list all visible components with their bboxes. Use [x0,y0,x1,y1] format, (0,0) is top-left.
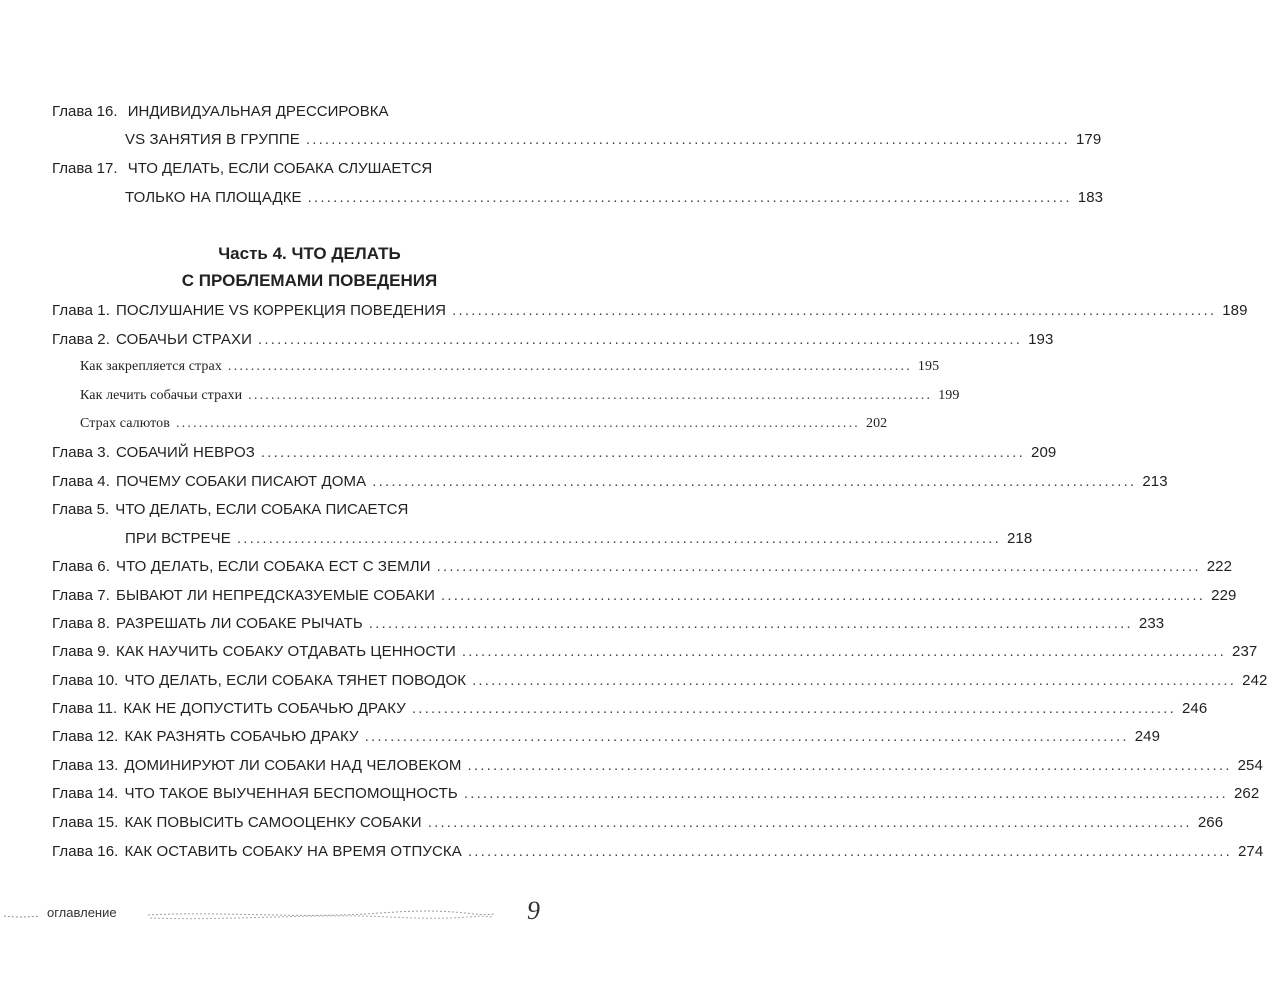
page-number: 213 [1142,473,1168,490]
chapter-label: Глава 16. [52,103,118,120]
chapter-label: Глава 7. [52,587,110,604]
toc-entry[interactable] [52,615,1165,637]
toc-entry[interactable] [52,757,1263,779]
page-number: 222 [1206,558,1233,575]
leader-dots: ........................................................................................................................ [260,444,1025,461]
chapter-label: Глава 13. [52,757,119,774]
toc-entry[interactable] [52,587,1237,609]
chapter-title: ЧТО ТАКОЕ ВЫУЧЕННАЯ БЕСПОМОЩНОСТЬ [124,785,458,802]
toc-subentry[interactable] [80,359,940,381]
subsection-title: Как лечить собачьи страхи [80,388,243,403]
toc-entry[interactable] [52,843,1264,865]
page-number: 183 [1077,189,1104,206]
chapter-title: КАК ПОВЫСИТЬ САМООЦЕНКУ СОБАКИ [124,814,422,831]
page-number: 242 [1242,672,1268,689]
page-number: 246 [1181,700,1208,717]
chapter-label: Глава 12. [52,728,119,745]
chapter-title: ЧТО ДЕЛАТЬ, ЕСЛИ СОБАКА ЕСТ С ЗЕМЛИ [116,558,431,575]
subsection-title: Страх салютов [80,416,170,431]
toc-entry-ch16-line1[interactable] [52,103,388,120]
leader-dots: ........................................................................................................................ [175,416,860,431]
page-number: 237 [1232,643,1258,660]
leader-dots: ........................................................................................................................ [236,530,1001,547]
chapter-label: Глава 14. [52,785,119,802]
chapter-title: ЧТО ДЕЛАТЬ, ЕСЛИ СОБАКА ТЯНЕТ ПОВОДОК [124,672,467,689]
leader-dots: ........................................................................................................................ [305,131,1070,148]
leader-dots: ........................................................................................................................ [411,700,1176,717]
toc-entry[interactable] [52,558,1233,580]
page-number: 189 [1222,302,1248,319]
toc-entry[interactable] [52,785,1260,807]
leader-dots: ........................................................................................................................ [452,302,1217,319]
leader-dots: ........................................................................................................................ [248,388,933,403]
page-number: 229 [1211,587,1237,604]
toc-entry-line1[interactable] [52,501,408,518]
page-number: 195 [917,359,940,374]
leader-dots: ........................................................................................................................ [258,331,1023,348]
chapter-label: Глава 15. [52,814,119,831]
toc-entry[interactable] [52,672,1268,694]
chapter-label: Глава 4. [52,473,110,490]
chapter-label: Глава 5. [52,501,110,518]
leader-dots: ........................................................................................................................ [463,785,1228,802]
leader-dots: ........................................................................................................................ [227,359,912,374]
toc-entry[interactable] [52,331,1054,353]
leader-dots: ........................................................................................................................ [307,189,1072,206]
chapter-label: Глава 3. [52,444,110,461]
chapter-label: Глава 2. [52,331,110,348]
chapter-label: Глава 8. [52,615,110,632]
chapter-title: ИНДИВИДУАЛЬНАЯ ДРЕССИРОВКА [127,103,389,120]
toc-entry-ch17-line2[interactable] [125,189,1104,211]
toc-entry[interactable] [52,643,1258,665]
chapter-title: РАЗРЕШАТЬ ЛИ СОБАКЕ РЫЧАТЬ [116,615,363,632]
leader-dots: ........................................................................................................................ [467,843,1232,860]
leader-dots: ........................................................................................................................ [467,757,1232,774]
toc-entry-ch16-line2[interactable] [125,131,1102,153]
chapter-title: ПОЧЕМУ СОБАКИ ПИСАЮТ ДОМА [116,473,367,490]
leader-dots: ........................................................................................................................ [372,473,1137,490]
leader-dots: ........................................................................................................................ [427,814,1192,831]
chapter-title: КАК ОСТАВИТЬ СОБАКУ НА ВРЕМЯ ОТПУСКА [124,843,462,860]
chapter-label: Глава 6. [52,558,110,575]
subsection-title: Как закрепляется страх [80,359,222,374]
chapter-title-continued: ПРИ ВСТРЕЧЕ [125,530,231,547]
chapter-title: БЫВАЮТ ЛИ НЕПРЕДСКАЗУЕМЫЕ СОБАКИ [116,587,436,604]
toc-subentry[interactable] [80,416,888,438]
leader-dots: ........................................................................................................................ [441,587,1206,604]
chapter-title-continued: ТОЛЬКО НА ПЛОЩАДКЕ [125,189,302,206]
toc-entry[interactable] [52,473,1168,495]
chapter-label: Глава 9. [52,643,110,660]
page-number: 202 [865,416,888,431]
toc-subentry[interactable] [80,388,960,410]
chapter-label: Глава 1. [52,302,110,319]
page-number: 266 [1197,814,1224,831]
page-number: 209 [1031,444,1057,461]
chapter-label: Глава 11. [52,700,118,717]
chapter-title: СОБАЧИЙ НЕВРОЗ [116,444,255,461]
toc-entry-line2[interactable] [125,530,1033,552]
chapter-title-continued: VS ЗАНЯТИЯ В ГРУППЕ [125,131,300,148]
leader-dots: ........................................................................................................................ [436,558,1201,575]
page-number: 233 [1138,615,1165,632]
chapter-title: ЧТО ДЕЛАТЬ, ЕСЛИ СОБАКА ПИСАЕТСЯ [115,501,409,518]
chapter-title: ДОМИНИРУЮТ ЛИ СОБАКИ НАД ЧЕЛОВЕКОМ [124,757,462,774]
chapter-title: ЧТО ДЕЛАТЬ, ЕСЛИ СОБАКА СЛУШАЕТСЯ [127,160,433,177]
toc-entry[interactable] [52,728,1161,750]
chapter-title: СОБАЧЬИ СТРАХИ [116,331,252,348]
toc-entry[interactable] [52,302,1248,324]
leader-dots: ........................................................................................................................ [368,615,1133,632]
part-heading-line2: С ПРОБЛЕМАМИ ПОВЕДЕНИЯ [181,271,438,290]
toc-entry[interactable] [52,700,1208,722]
page-number: 249 [1134,728,1161,745]
part-heading-line1: Часть 4. ЧТО ДЕЛАТЬ [218,244,401,263]
page-number-folio: 9 [527,896,540,925]
chapter-title: КАК РАЗНЯТЬ СОБАЧЬЮ ДРАКУ [124,728,359,745]
page-number: 179 [1075,131,1102,148]
toc-entry-ch17-line1[interactable] [52,160,432,177]
chapter-title: ПОСЛУШАНИЕ VS КОРРЕКЦИЯ ПОВЕДЕНИЯ [116,302,447,319]
page-number: 274 [1237,843,1264,860]
chapter-label: Глава 17. [52,160,118,177]
page-number: 218 [1006,530,1033,547]
page-number: 199 [938,388,960,403]
footer-section-label: оглавление [47,905,117,920]
page-number: 254 [1237,757,1263,774]
page-number: 193 [1028,331,1054,348]
chapter-label: Глава 10. [52,672,119,689]
chapter-label: Глава 16. [52,843,119,860]
leader-dots: ........................................................................................................................ [461,643,1227,660]
page-number: 262 [1233,785,1260,802]
chapter-title: КАК НЕ ДОПУСТИТЬ СОБАЧЬЮ ДРАКУ [123,700,406,717]
leader-dots: ........................................................................................................................ [364,728,1129,745]
leader-dots: ........................................................................................................................ [472,672,1237,689]
chapter-title: КАК НАУЧИТЬ СОБАКУ ОТДАВАТЬ ЦЕННОСТИ [116,643,456,660]
toc-entry[interactable] [52,444,1057,466]
toc-entry[interactable] [52,814,1224,836]
